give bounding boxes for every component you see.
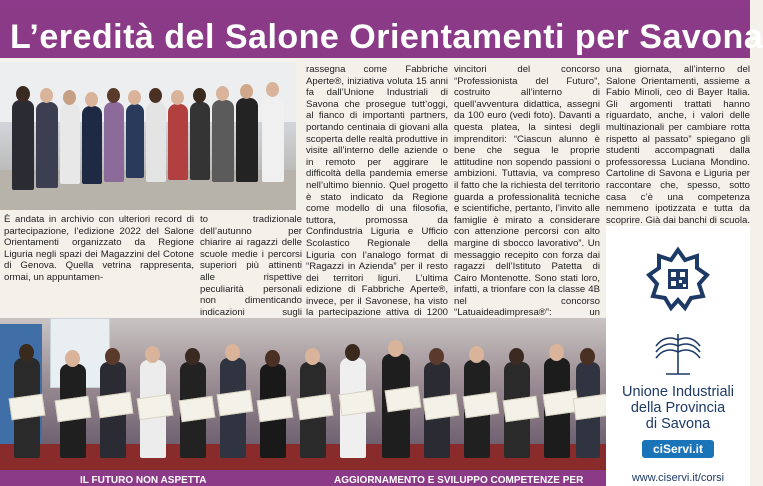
ciservi-url[interactable]: www.ciservi.it/corsi	[631, 472, 725, 484]
page-title: L’eredità del Salone Orientamenti per Savona	[10, 18, 763, 56]
confindustria-eagle-icon	[652, 330, 704, 380]
article-column-5: una giornata, all’interno del Salone Orientamenti, assieme a Fabio Minoli, ceo di Bayer Italia. Gli argomenti trattati hanno riguardato, anche, i valori delle multinazionali per cambiare rotta rispetto al passato” spiegano gli studenti accompagnati dalla professoressa Luciana Mondino. Cartoline di Savona e Liguria per raccontare che, spesso, sotto casa c’è una competenza nemmeno ipotizzata e tutta da scoprire. Già dai banchi di scuola.	[606, 64, 750, 226]
qr-star-badge-icon	[645, 246, 711, 312]
headline-banner	[0, 6, 763, 58]
organization-name	[606, 384, 750, 432]
article-column-1: È andata in archivio con ulteriori record di partecipazione, l’edizione 2022 del Salone Orientamenti organizzato da Regione Liguria negli spazi dei Magazzini del Cotone di Genova. Quella vetrina rappresenta, ormai, un appuntamen-	[4, 214, 194, 283]
article-column-2: to tradizionale dell’autunno per chiarire ai ragazzi delle scuole medie i percorsi superiori più attinenti alle rispettive peculiarità personali non dimenticando indicazioni sugli	[200, 214, 302, 318]
organization-name-line-2: della Provincia	[630, 400, 726, 416]
sponsor-sidebar	[606, 226, 750, 486]
bottom-teaser-bar	[0, 470, 606, 486]
group-photo-top	[0, 62, 296, 210]
teaser-left: IL FUTURO NON ASPETTA	[80, 475, 207, 486]
group-photo-bottom	[0, 318, 606, 470]
organization-name-line-1: Unione Industriali	[621, 384, 735, 400]
ciservi-logo: ciServi.it	[642, 440, 714, 458]
teaser-right: AGGIORNAMENTO E SVILUPPO COMPETENZE PER	[334, 475, 584, 486]
organization-name-line-3: di Savona	[645, 416, 711, 432]
article-column-4: vincitori del concorso “Professionista del Futuro”, costruito all’interno di quell’avventura didattica, assegni da 100 euro (vedi foto). Davanti a questa platea, la sintesi degli imprenditori: “Ciascun alunno è bene che segua le proprie attitudine non sopendo passioni o ambizioni. Tuttavia, va compreso il fatto che la richiesta del territorio guarda a professionalità tecniche e scientifiche, pertanto, l’invito alle famiglie è mirato a considerare con attenzione percorsi con alto margine di sbocco lavorativo”. Un messaggio recepito con forza dai ragazzi dell’Istituto Patetta di Cairo Montenotte. Sono stati loro, infatti, a trionfare con la classe 4B nel concorso “Latuaideadimpresa®”: un	[454, 64, 600, 319]
article-column-3: rassegna come Fabbriche Aperte®, iniziativa voluta 15 anni fa dall’Unione Industriali di Savona che prosegue tutt’oggi, al fianco di importanti partners, portando centinaia di giovani alla scoperta delle realtà produttive in visite all’interno delle aziende o in remoto per aggirare le difficoltà della pandemia emerse nell’ultimo biennio. Quel progetto è stato indicato da Regione come modello di una filosofia, tuttora, promossa da Confindustria Liguria e Ufficio Scolastico Regionale della Liguria con l’analogo format di “Ragazzi in Azienda” per il resto dei territori liguri. L’ultima edizione di Fabbriche Aperte®, invece, per il Savonese, ha visto la partecipazione attiva di 1200	[306, 64, 448, 319]
